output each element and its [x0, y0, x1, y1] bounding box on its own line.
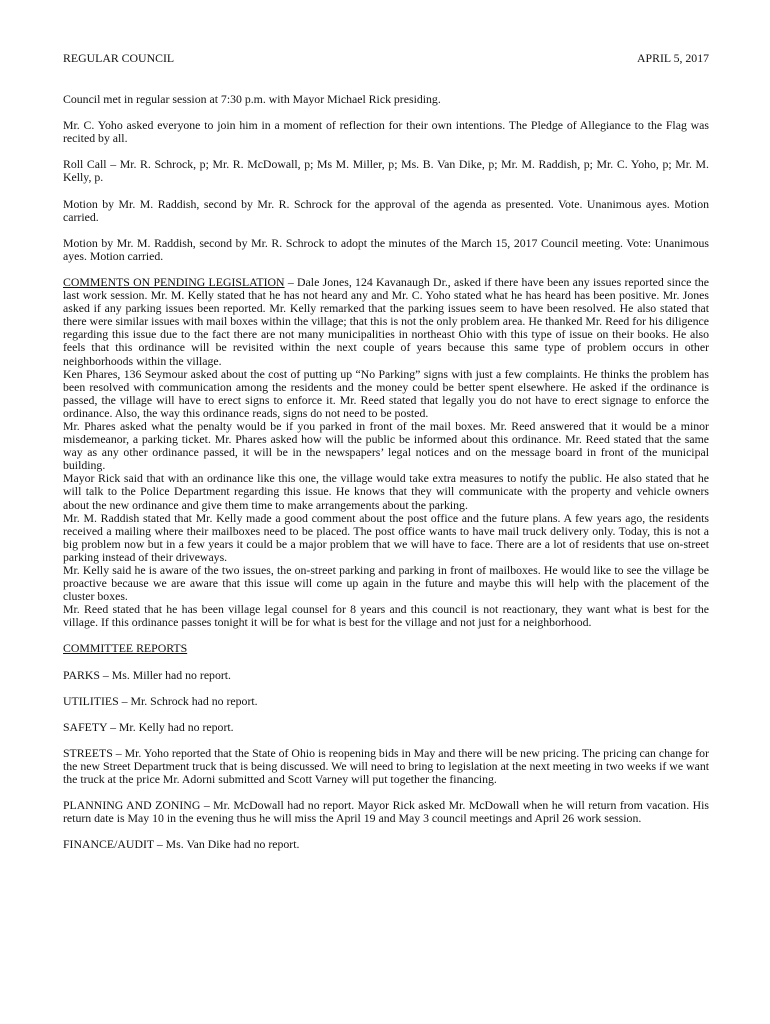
pending-paragraph-7: Mr. Reed stated that he has been village legal counsel for 8 years and this council is not reactionary, they want what is best for the village. If this ordinance passes tonight it will be for what is best for the village and not just for a neighborhood. — [63, 602, 709, 630]
pending-paragraph-2: Ken Phares, 136 Seymour asked about the cost of putting up “No Parking” signs with just a few complaints. He thinks the problem has been resolved with communication among the residents and the money could be better spent elsewhere. He asked if the ordinance is passed, the village will have to erect signs to enforce it. Mr. Reed stated that legally you do not have to erect signage to enforce the ordinance. Also, the way this ordinance reads, signs do not need to be posted. — [63, 366, 709, 420]
minutes-page — [63, 52, 709, 864]
pending-legislation-section — [63, 276, 709, 630]
pending-paragraph-6: Mr. Kelly said he is aware of the two issues, the on-street parking and parking in front of mailboxes. He would like to see the village be proactive because we are aware that this issue will come up again in the future and maybe this will help with the placement of the cluster boxes. — [63, 563, 709, 604]
report-finance-audit: FINANCE/AUDIT – Ms. Van Dike had no report. — [63, 837, 300, 852]
pending-legislation-heading: COMMENTS ON PENDING LEGISLATION — [63, 274, 285, 289]
report-planning-zoning: PLANNING AND ZONING – Mr. McDowall had no report. Mayor Rick asked Mr. McDowall when he will return from vacation. His return date is May 10 in the evening thus he will miss the April 19 and May 3 council meetings and April 26 work session. — [63, 798, 709, 826]
report-parks: PARKS – Ms. Miller had no report. — [63, 667, 232, 682]
agenda-motion-paragraph: Motion by Mr. M. Raddish, second by Mr. R. Schrock for the approval of the agenda as presented. Vote. Unanimous ayes. Motion carried. — [63, 196, 709, 224]
pending-paragraph-1-text: – Dale Jones, 124 Kavanaugh Dr., asked if there have been any issues reported since the last work session. Mr. M. Kelly stated that he has not heard any and Mr. C. Yoho stated what he has heard has been positive. Mr. Jones asked if any parking issues been reported. Mr. Kelly remarked that the parking issues seem to have been resolved. He also stated that there were similar issues with mail boxes within the village; that this is not the only problem area. He thanked Mr. Reed for his diligence regarding this issue due to the fact there are not many municipalities in northeast Ohio with this type of issue on their books. He also feels that this ordinance will be revisited within the next couple of years because this same type of problem occurs in other neighborhoods within the village. — [63, 274, 710, 368]
report-utilities: UTILITIES – Mr. Schrock had no report. — [63, 693, 258, 708]
committee-reports-heading — [63, 642, 709, 655]
pending-paragraph-4: Mayor Rick said that with an ordinance like this one, the village would take extra measures to notify the public. He also stated that he will talk to the Police Department regarding this issue. He knows that they will communicate with the property and vehicle owners about the new ordinance and give them time to make arrangements about the parking. — [63, 471, 709, 512]
pledge-paragraph: Mr. C. Yoho asked everyone to join him in a moment of reflection for their own intentions. The Pledge of Allegiance to the Flag was recited by all. — [63, 118, 709, 146]
pending-paragraph-5: Mr. M. Raddish stated that Mr. Kelly made a good comment about the post office and the future plans. A few years ago, the residents received a mailing where their mailboxes need to be placed. The post office wants to have mail truck delivery only. Today, this is not a big problem now but in a few years it could be a major problem that we will have to face. There are a lot of residents that use on-street parking instead of their driveways. — [63, 510, 709, 564]
header-date: APRIL 5, 2017 — [637, 51, 709, 65]
committee-reports-heading-text: COMMITTEE REPORTS — [63, 641, 188, 656]
minutes-motion-paragraph: Motion by Mr. M. Raddish, second by Mr. R. Schrock to adopt the minutes of the March 15, 2017 Council meeting. Vote: Unanimous ayes. Motion carried. — [63, 235, 709, 263]
report-streets: STREETS – Mr. Yoho reported that the State of Ohio is reopening bids in May and there will be new pricing. The pricing can change for the new Street Department truck that is being discussed. We will need to bring to legislation at the next meeting in two weeks if we want the truck at the price Mr. Adorni submitted and Scott Varney will put together the financing. — [63, 745, 709, 787]
pending-paragraph-3: Mr. Phares asked what the penalty would be if you parked in front of the mail boxes. Mr. Reed answered that it would be a minor misdemeanor, a parking ticket. Mr. Phares asked how will the public be informed about this ordinance. Mr. Reed stated that the same way as any other ordinance passed, it will be in the newspapers’ legal notices and on the message board in front of the municipal building. — [63, 418, 709, 473]
pending-paragraph-1 — [63, 276, 709, 368]
document-header — [63, 52, 709, 65]
roll-call-paragraph: Roll Call – Mr. R. Schrock, p; Mr. R. McDowall, p; Ms M. Miller, p; Ms. B. Van Dike, p; Mr. M. Raddish, p; Mr. C. Yoho, p; Mr. M. Kelly, p. — [63, 157, 709, 185]
header-title: REGULAR COUNCIL — [63, 51, 175, 65]
report-safety: SAFETY – Mr. Kelly had no report. — [63, 719, 234, 734]
opening-paragraph: Council met in regular session at 7:30 p.m. with Mayor Michael Rick presiding. — [63, 92, 441, 107]
